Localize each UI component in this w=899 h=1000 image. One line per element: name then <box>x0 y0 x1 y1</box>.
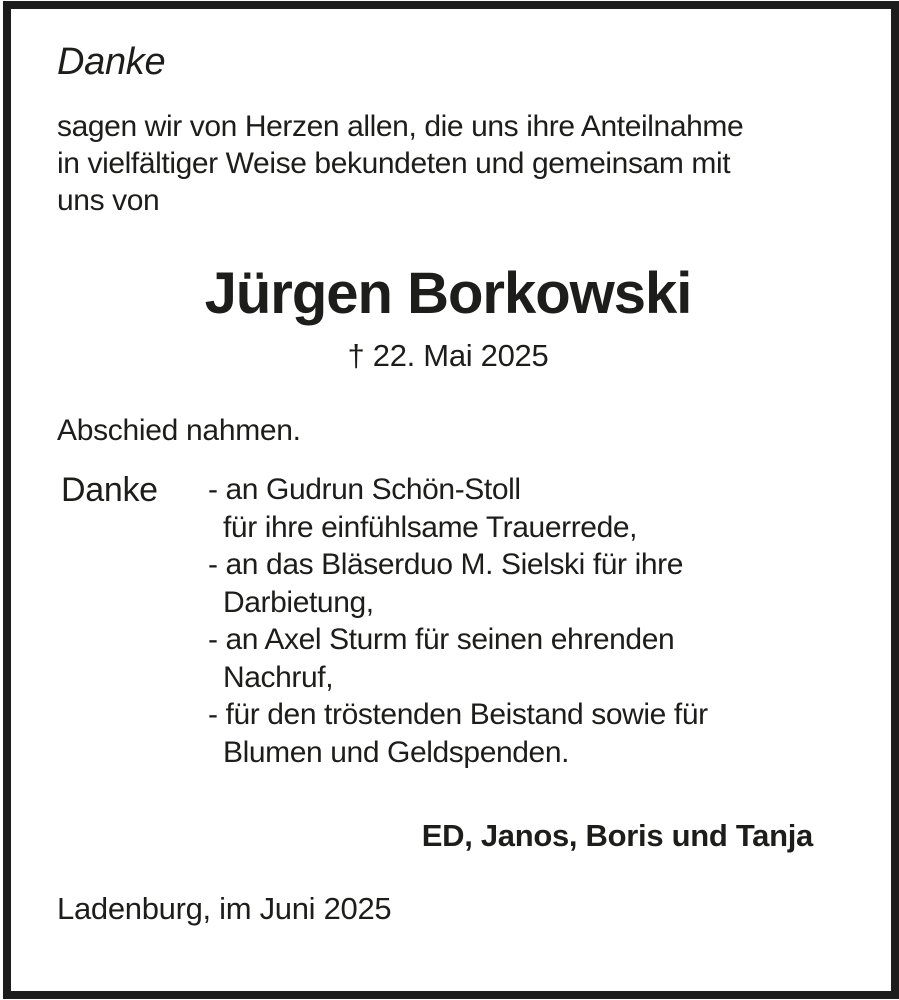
intro-line: sagen wir von Herzen allen, die uns ihre Anteilnahme <box>57 110 744 143</box>
thanks-item-line: - an das Bläserduo M. Sielski für ihre <box>208 548 684 581</box>
thanks-section <box>57 471 839 771</box>
thanks-label: Danke <box>61 471 158 509</box>
thanks-item-line: - für den tröstenden Beistand sowie für <box>208 698 708 731</box>
thanks-heading: Danke <box>57 41 166 83</box>
thanks-item-line: - an Gudrun Schön-Stoll <box>208 473 521 506</box>
thanks-item-line: - an Axel Sturm für seinen ehrenden <box>208 623 675 656</box>
intro-paragraph <box>57 108 839 219</box>
intro-line: in vielfältiger Weise bekundeten und gemeinsam mit <box>57 147 731 180</box>
thanks-list <box>208 471 708 771</box>
deceased-name: Jürgen Borkowski <box>204 261 692 326</box>
death-date: † 22. Mai 2025 <box>347 338 549 373</box>
thanks-item-line: Darbietung, <box>223 585 374 619</box>
thanks-item-line: Nachruf, <box>223 660 334 694</box>
thanks-item-line: Blumen und Geldspenden. <box>223 735 570 769</box>
farewell-text: Abschied nahmen. <box>57 414 301 447</box>
card-content <box>0 40 899 927</box>
thanks-item-line: für ihre einfühlsame Trauerrede, <box>223 510 638 544</box>
place-date: Ladenburg, im Juni 2025 <box>57 891 392 926</box>
family-signature: ED, Janos, Boris und Tanja <box>421 818 813 853</box>
intro-line: uns von <box>57 184 160 217</box>
